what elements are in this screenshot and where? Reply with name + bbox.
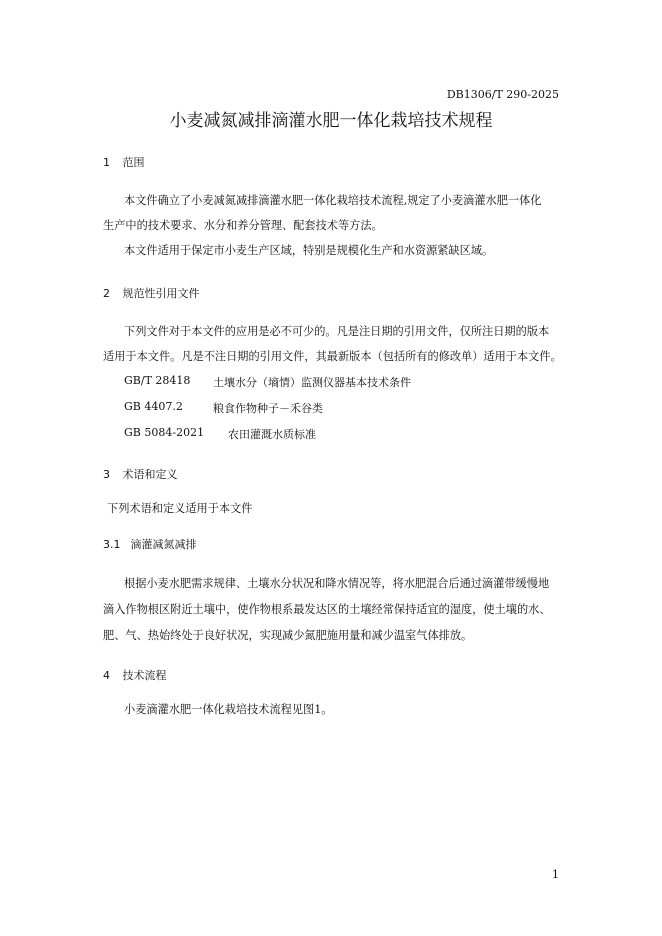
section-1-para1-line2: 生产中的技术要求、水分和养分管理、配套技术等方法。: [103, 219, 383, 232]
document-title: 小麦减氮减排滴灌水肥一体化栽培技术规程: [169, 111, 493, 131]
reference-code: GB 4407.2: [124, 400, 183, 413]
page-number: 1: [552, 868, 559, 881]
section-1-para1-line1: 本文件确立了小麦减氮减排滴灌水肥一体化栽培技术流程,规定了小麦滴灌水肥一体化: [124, 194, 542, 207]
section-2-para-line2: 适用于本文件。凡是不注日期的引用文件，其最新版本（包括所有的修改单）适用于本文件。: [103, 350, 562, 363]
section-title: 技术流程: [122, 669, 167, 682]
section-title: 术语和定义: [122, 468, 178, 481]
section-number: 3: [103, 468, 110, 481]
section-1-heading: [103, 154, 145, 170]
subsection-3-1-line1: 根据小麦水肥需求规律、土壤水分状况和降水情况等，将水肥混合后通过滴灌带缓慢地: [124, 577, 550, 590]
subsection-3-1-line3: 肥、气、热始终处于良好状况，实现减少氮肥施用量和减少温室气体排放。: [103, 629, 473, 642]
section-1-para2: 本文件适用于保定市小麦生产区域，特别是规模化生产和水资源紧缺区域。: [124, 244, 494, 257]
section-number: 2: [103, 287, 110, 300]
section-title: 规范性引用文件: [122, 287, 200, 300]
reference-title: 土壤水分（墒情）监测仪器基本技术条件: [213, 376, 411, 389]
subsection-title: 滴灌减氮减排: [130, 538, 197, 551]
subsection-3-1-heading: [103, 536, 197, 552]
reference-code: GB 5084-2021: [124, 426, 205, 439]
reference-title: 粮食作物种子－禾谷类: [213, 402, 323, 415]
section-3-heading: [103, 466, 178, 482]
section-2-para-line1: 下列文件对于本文件的应用是必不可少的。凡是注日期的引用文件，仅所注日期的版本: [124, 325, 550, 338]
reference-code: GB/T 28418: [124, 374, 191, 387]
section-number: 4: [103, 669, 110, 682]
section-4-heading: [103, 667, 167, 683]
standard-number: DB1306/T 290-2025: [446, 88, 559, 101]
section-title: 范围: [122, 156, 145, 169]
subsection-number: 3.1: [103, 538, 121, 551]
reference-title: 农田灌溉水质标准: [228, 428, 316, 441]
section-3-intro: 下列术语和定义适用于本文件: [107, 502, 253, 515]
section-2-heading: [103, 285, 200, 301]
section-number: 1: [103, 156, 110, 169]
subsection-3-1-line2: 滴入作物根区附近土壤中，使作物根系最发达区的土壤经常保持适宜的湿度，使土壤的水、: [103, 603, 551, 616]
section-4-para: 小麦滴灌水肥一体化栽培技术流程见图1。: [124, 703, 333, 716]
